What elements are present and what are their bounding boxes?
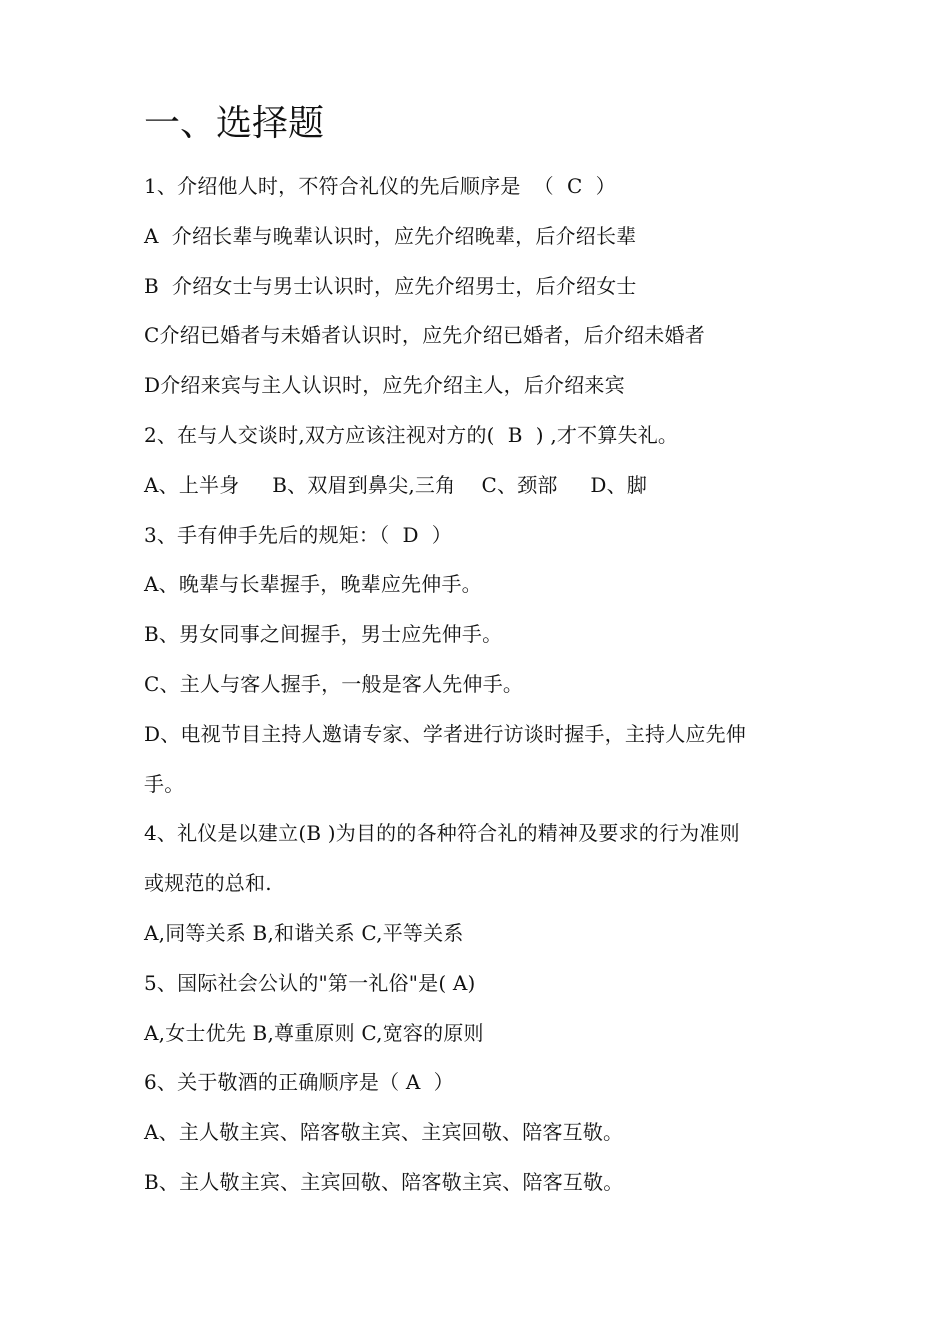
question-6-option-a: A、主人敬主宾、陪客敬主宾、主宾回敬、陪客互敬。 (144, 1120, 624, 1145)
question-1-option-a: A 介绍长辈与晚辈认识时，应先介绍晚辈，后介绍长辈 (144, 223, 637, 248)
question-3-option-a: A、晚辈与长辈握手，晚辈应先伸手。 (144, 572, 482, 597)
question-5: 5、国际社会公认的"第一礼俗"是( A) (144, 970, 476, 995)
question-4-continued: 或规范的总和. (144, 871, 272, 896)
question-1-option-c: C介绍已婚者与未婚者认识时，应先介绍已婚者，后介绍未婚者 (144, 323, 705, 348)
question-1: 1、介绍他人时，不符合礼仪的先后顺序是 （ C ） (144, 174, 616, 198)
question-5-options: A,女士优先 B,尊重原则 C,宽容的原则 (144, 1020, 484, 1045)
question-3-option-d: D、电视节目主持人邀请专家、学者进行访谈时握手，主持人应先伸 (144, 721, 747, 746)
question-4: 4、礼仪是以建立(B )为目的的各种符合礼的精神及要求的行为准则 (144, 821, 740, 846)
section-heading: 一、选择题 (144, 103, 325, 144)
question-3: 3、手有伸手先后的规矩：（ D ） (144, 522, 452, 547)
question-6: 6、关于敬酒的正确顺序是（ A ） (144, 1070, 454, 1095)
question-3-option-c: C、主人与客人握手，一般是客人先伸手。 (144, 671, 524, 696)
question-6-option-b: B、主人敬主宾、主宾回敬、陪客敬主宾、陪客互敬。 (144, 1169, 624, 1194)
question-3-option-d-continued: 手。 (144, 771, 185, 796)
question-3-option-b: B、男女同事之间握手，男士应先伸手。 (144, 622, 503, 647)
question-1-option-b: B 介绍女士与男士认识时，应先介绍男士，后介绍女士 (144, 273, 637, 298)
question-4-options: A,同等关系 B,和谐关系 C,平等关系 (144, 920, 464, 945)
question-2: 2、在与人交谈时,双方应该注视对方的( B ) ,才不算失礼。 (144, 422, 679, 447)
question-2-options: A、上半身 B、双眉到鼻尖,三角 C、颈部 D、脚 (144, 472, 648, 497)
question-1-option-d: D介绍来宾与主人认识时，应先介绍主人，后介绍来宾 (144, 373, 625, 398)
document-body (144, 96, 824, 1208)
